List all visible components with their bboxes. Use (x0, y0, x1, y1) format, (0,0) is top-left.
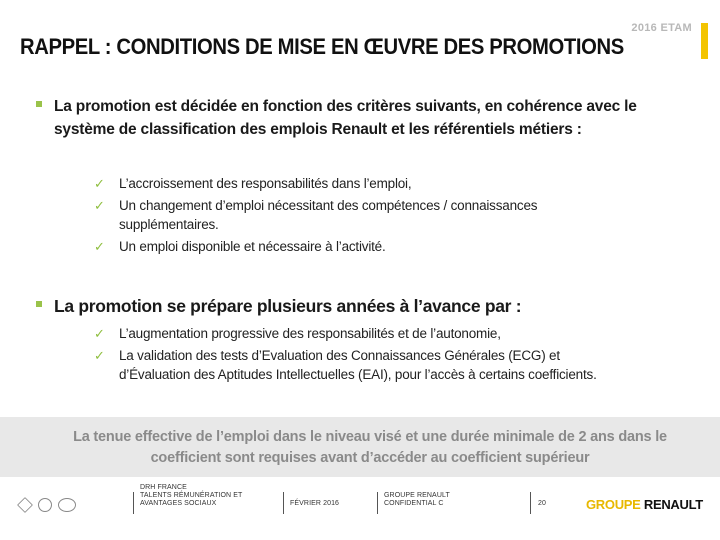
footer-divider (283, 492, 284, 514)
footer-divider (133, 492, 134, 514)
title-accent-bar (701, 23, 708, 59)
list-item-text: Un changement d’emploi nécessitant des compétences / connaissances supplémentaires. (119, 198, 538, 232)
footer-dept-line: TALENTS RÉMUNÉRATION ET (140, 492, 243, 499)
footer-divider (377, 492, 378, 514)
samsung-logo-icon (58, 498, 76, 512)
footer-dept-line: DRH FRANCE (140, 484, 187, 491)
section-1 (36, 95, 684, 141)
footer-company (384, 492, 450, 508)
footer-company-line: GROUPE RENAULT (384, 492, 450, 499)
section-2-heading: La promotion se prépare plusieurs années à l’avance par : (54, 296, 522, 316)
list-item-text: Un emploi disponible et nécessaire à l’activité. (119, 239, 386, 254)
list-item-text: L’augmentation progressive des responsabilités et de l’autonomie, (119, 326, 501, 341)
square-bullet-icon (36, 301, 42, 307)
footer-date: FÉVRIER 2016 (290, 500, 340, 507)
brand-logos (18, 498, 76, 512)
checkmark-icon: ✓ (94, 176, 105, 191)
section-1-heading: La promotion est décidée en fonction des critères suivants, en cohérence avec le système de classification des emplois Renault et les référentiels métiers : (54, 98, 637, 138)
list-item (94, 237, 634, 256)
page-number: 20 (538, 500, 546, 507)
section-2 (36, 294, 684, 318)
list-item (94, 346, 634, 384)
list-item (94, 324, 634, 343)
footer-company-line: CONFIDENTIAL C (384, 500, 444, 507)
footer-divider (530, 492, 531, 514)
checkmark-icon: ✓ (94, 198, 105, 213)
list-item (94, 196, 634, 234)
footer-department (140, 484, 242, 508)
checkmark-icon: ✓ (94, 239, 105, 254)
footer-dept-line: AVANTAGES SOCIAUX (140, 500, 217, 507)
year-tag: 2016 ETAM (631, 22, 692, 34)
list-item-text: L’accroissement des responsabilités dans l’emploi, (119, 176, 412, 191)
section-2-list (94, 324, 634, 387)
section-1-list (94, 174, 634, 259)
list-item-text: La validation des tests d’Evaluation des Connaissances Générales (ECG) et d’Évaluation des Aptitudes Intellectuelles (EAI), pour l’accès à certains coefficients. (119, 348, 597, 382)
page-title: RAPPEL : CONDITIONS DE MISE EN ŒUVRE DES PROMOTIONS (20, 34, 624, 59)
square-bullet-icon (36, 101, 42, 107)
brand-word-renault: RENAULT (643, 497, 703, 512)
groupe-renault-logo (586, 497, 703, 512)
renault-logo-icon (17, 497, 33, 513)
brand-word-groupe: GROUPE (586, 497, 641, 512)
list-item (94, 174, 634, 193)
checkmark-icon: ✓ (94, 348, 105, 363)
dacia-logo-icon (38, 498, 52, 512)
banner-text: La tenue effective de l’emploi dans le niveau visé et une durée minimale de 2 ans dans le coefficient sont requises avant d’accéder au coefficient supérieur (73, 429, 667, 466)
checkmark-icon: ✓ (94, 326, 105, 341)
